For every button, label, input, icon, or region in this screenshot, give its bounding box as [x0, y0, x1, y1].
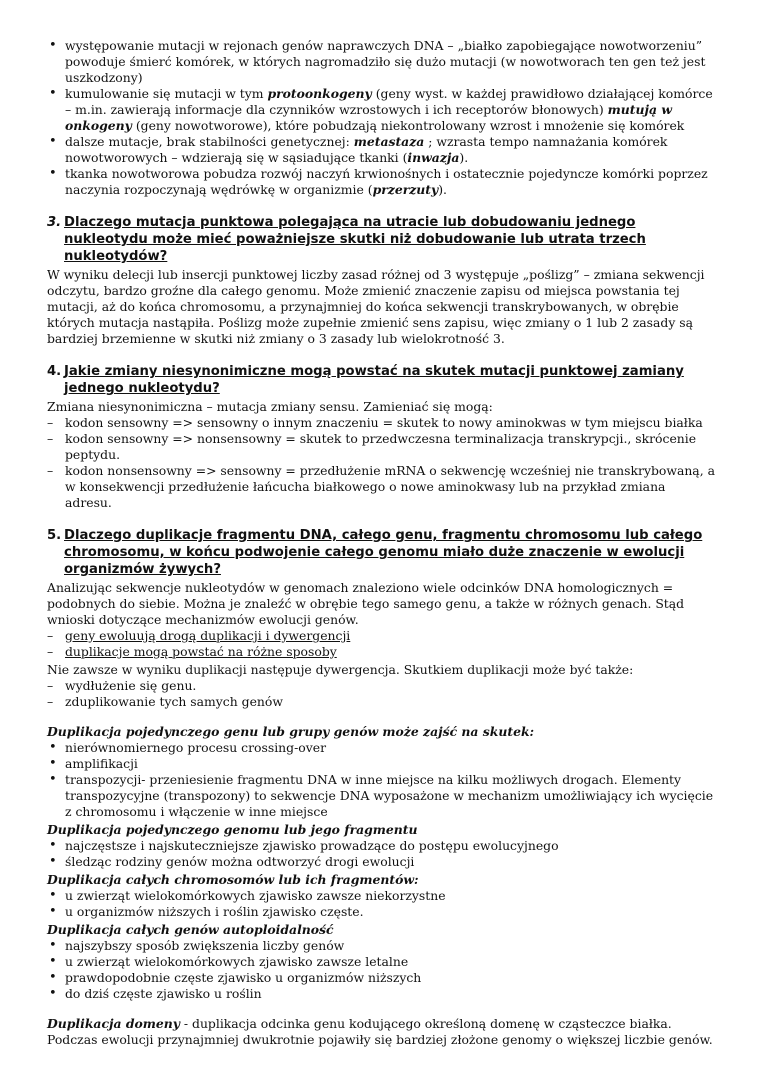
list-item: • najczęstsze i najskuteczniejsze zjawisko prowadzące do postępu ewolucyjnego [47, 838, 715, 854]
list-item: – zduplikowanie tych samych genów [47, 694, 715, 710]
list-item: • u organizmów niższych i roślin zjawisko częste. [47, 904, 715, 920]
dash-list [47, 415, 715, 511]
answer-intro: Analizując sekwencje nukleotydów w genomach znaleziono wiele odcinków DNA homologicznych = podobnych do siebie. Można je znaleźć w obrębie tego samego genu, a także w różnych genach. Stąd wnioski dotyczące mechanizmów ewolucji genów. [47, 580, 685, 627]
emphasis: przerzuty [372, 182, 439, 197]
section-heading: Duplikacja pojedynczego genomu lub jego fragmentu [47, 822, 418, 837]
bullet-list [47, 888, 715, 920]
intro-bullet-list [47, 38, 715, 198]
list-item: – wydłużenie się genu. [47, 678, 715, 694]
list-item: • dalsze mutacje, brak stabilności genetycznej: metastaza ; wzrasta tempo namnażania komórek nowotworowych – wdzierają się w sąsiadujące tkanki (inwazja). [47, 134, 715, 166]
list-item: – duplikacje mogą powstać na różne sposoby [47, 644, 715, 660]
emphasis: Duplikacja domeny [47, 1016, 180, 1031]
list-item: • u zwierząt wielokomórkowych zjawisko zawsze letalne [47, 954, 715, 970]
list-item: • amplifikacji [47, 756, 715, 772]
question-title: Jakie zmiany niesynonimiczne mogą powstać na skutek mutacji punktowej zamiany jednego nukleotydu? [64, 364, 684, 396]
list-item: • śledząc rodziny genów można odtworzyć drogi ewolucji [47, 854, 715, 870]
list-item: • transpozycji- przeniesienie fragmentu DNA w inne miejsce na kilku możliwych drogach. Elementy transpozycyjne (transpozony) to sekwencje DNA wyposażone w mechanizm umożliwiający ich wycięcie z chromosomu i włączenie w inne miejsce [47, 772, 715, 820]
emphasis: protoonkogeny [267, 86, 372, 101]
bullet-list [47, 740, 715, 820]
question-4-heading [47, 363, 715, 397]
list-item: – kodon sensowny => nonsensowny = skutek to przedwczesna terminalizacja transkrypcji., skrócenie peptydu. [47, 431, 715, 463]
bullet-list [47, 938, 715, 1002]
emphasis: metastaza [353, 134, 425, 149]
question-number: 5. [47, 528, 62, 543]
list-item: – kodon sensowny => sensowny o innym znaczeniu = skutek to nowy aminokwas w tym miejscu białka [47, 415, 715, 431]
domain-paragraph: Duplikacja domeny - duplikacja odcinka genu kodującego określoną domenę w cząsteczce białka. Podczas ewolucji przynajmniej dwukrotnie pojawiły się bardziej złożone genomy o większej liczbie genów. [47, 1016, 713, 1047]
question-number: 3. [47, 215, 62, 230]
question-title: Dlaczego duplikacje fragmentu DNA, całego genu, fragmentu chromosomu lub całego chromosomu, w końcu podwojenie całego genomu miało duże znaczenie w ewolucji organizmów żywych? [64, 528, 703, 577]
answer-intro: Zmiana niesynonimiczna – mutacja zmiany sensu. Zamieniać się mogą: [47, 399, 493, 414]
list-item: • występowanie mutacji w rejonach genów naprawczych DNA – „białko zapobiegające nowotworzeniu” powoduje śmierć komórek, w których nagromadziło się dużo mutacji (w nowotworach ten gen też jest uszkodzony) [47, 38, 715, 86]
list-item: – geny ewoluują drogą duplikacji i dywergencji [47, 628, 715, 644]
list-item: • najszybszy sposób zwiększenia liczby genów [47, 938, 715, 954]
section-heading: Duplikacja pojedynczego genu lub grupy genów może zajść na skutek: [47, 724, 535, 739]
question-title: Dlaczego mutacja punktowa polegająca na utracie lub dobudowaniu jednego nukleotydu może mieć poważniejsze skutki niż dobudowanie lub utrata trzech nukleotydów? [64, 215, 646, 264]
dash-list [47, 628, 715, 660]
list-item: • nierównomiernego procesu crossing-over [47, 740, 715, 756]
question-3-heading [47, 214, 715, 265]
list-item: • u zwierząt wielokomórkowych zjawisko zawsze niekorzystne [47, 888, 715, 904]
section-heading: Duplikacja całych chromosomów lub ich fragmentów: [47, 872, 419, 887]
document-page [47, 38, 715, 1048]
list-item: • tkanka nowotworowa pobudza rozwój naczyń krwionośnych i ostatecznie pojedyncze komórki poprzez naczynia rozpoczynają wędrówkę w organizmie (przerzuty). [47, 166, 715, 198]
list-item: • kumulowanie się mutacji w tym protoonkogeny (geny wyst. w każdej prawidłowo działającej komórce – m.in. zawierają informacje dla czynników wzrostowych i ich receptorów błonowych) mutują w onkogeny (geny nowotworowe), które pobudzają niekontrolowany wzrost i mnożenie się komórek [47, 86, 715, 134]
question-number: 4. [47, 364, 62, 379]
answer-paragraph: Nie zawsze w wyniku duplikacji następuje dywergencja. Skutkiem duplikacji może być także: [47, 662, 634, 677]
list-item: • do dziś częste zjawisko u roślin [47, 986, 715, 1002]
question-5-heading [47, 527, 715, 578]
answer-paragraph: W wyniku delecji lub insercji punktowej liczby zasad różnej od 3 występuje „poślizg” – zmiana sekwencji odczytu, bardzo groźne dla całego genomu. Może zmienić znaczenie zapisu od miejsca powstania tej mutacji, aż do końca chromosomu, a przynajmniej do końca sekwencji transkrybowanych, w obrębie których mutacja nastąpiła. Poślizg może zupełnie zmienić sens zapisu, więc zmiany o 1 lub 2 zasady są bardziej brzemienne w skutki niż zmiany o 3 zasady lub wielokrotność 3. [47, 267, 705, 346]
bullet-list [47, 838, 715, 870]
emphasis: mutują w onkogeny [65, 102, 672, 133]
list-item: • prawdopodobnie częste zjawisko u organizmów niższych [47, 970, 715, 986]
dash-list [47, 678, 715, 710]
section-heading: Duplikacja całych genów autoploidalność [47, 922, 334, 937]
list-item: – kodon nonsensowny => sensowny = przedłużenie mRNA o sekwencję wcześniej nie transkrybowaną, a w konsekwencji przedłużenie łańcucha białkowego o nowe aminokwasy lub na przykład zmiana adresu. [47, 463, 715, 511]
emphasis: inwazja [407, 150, 460, 165]
